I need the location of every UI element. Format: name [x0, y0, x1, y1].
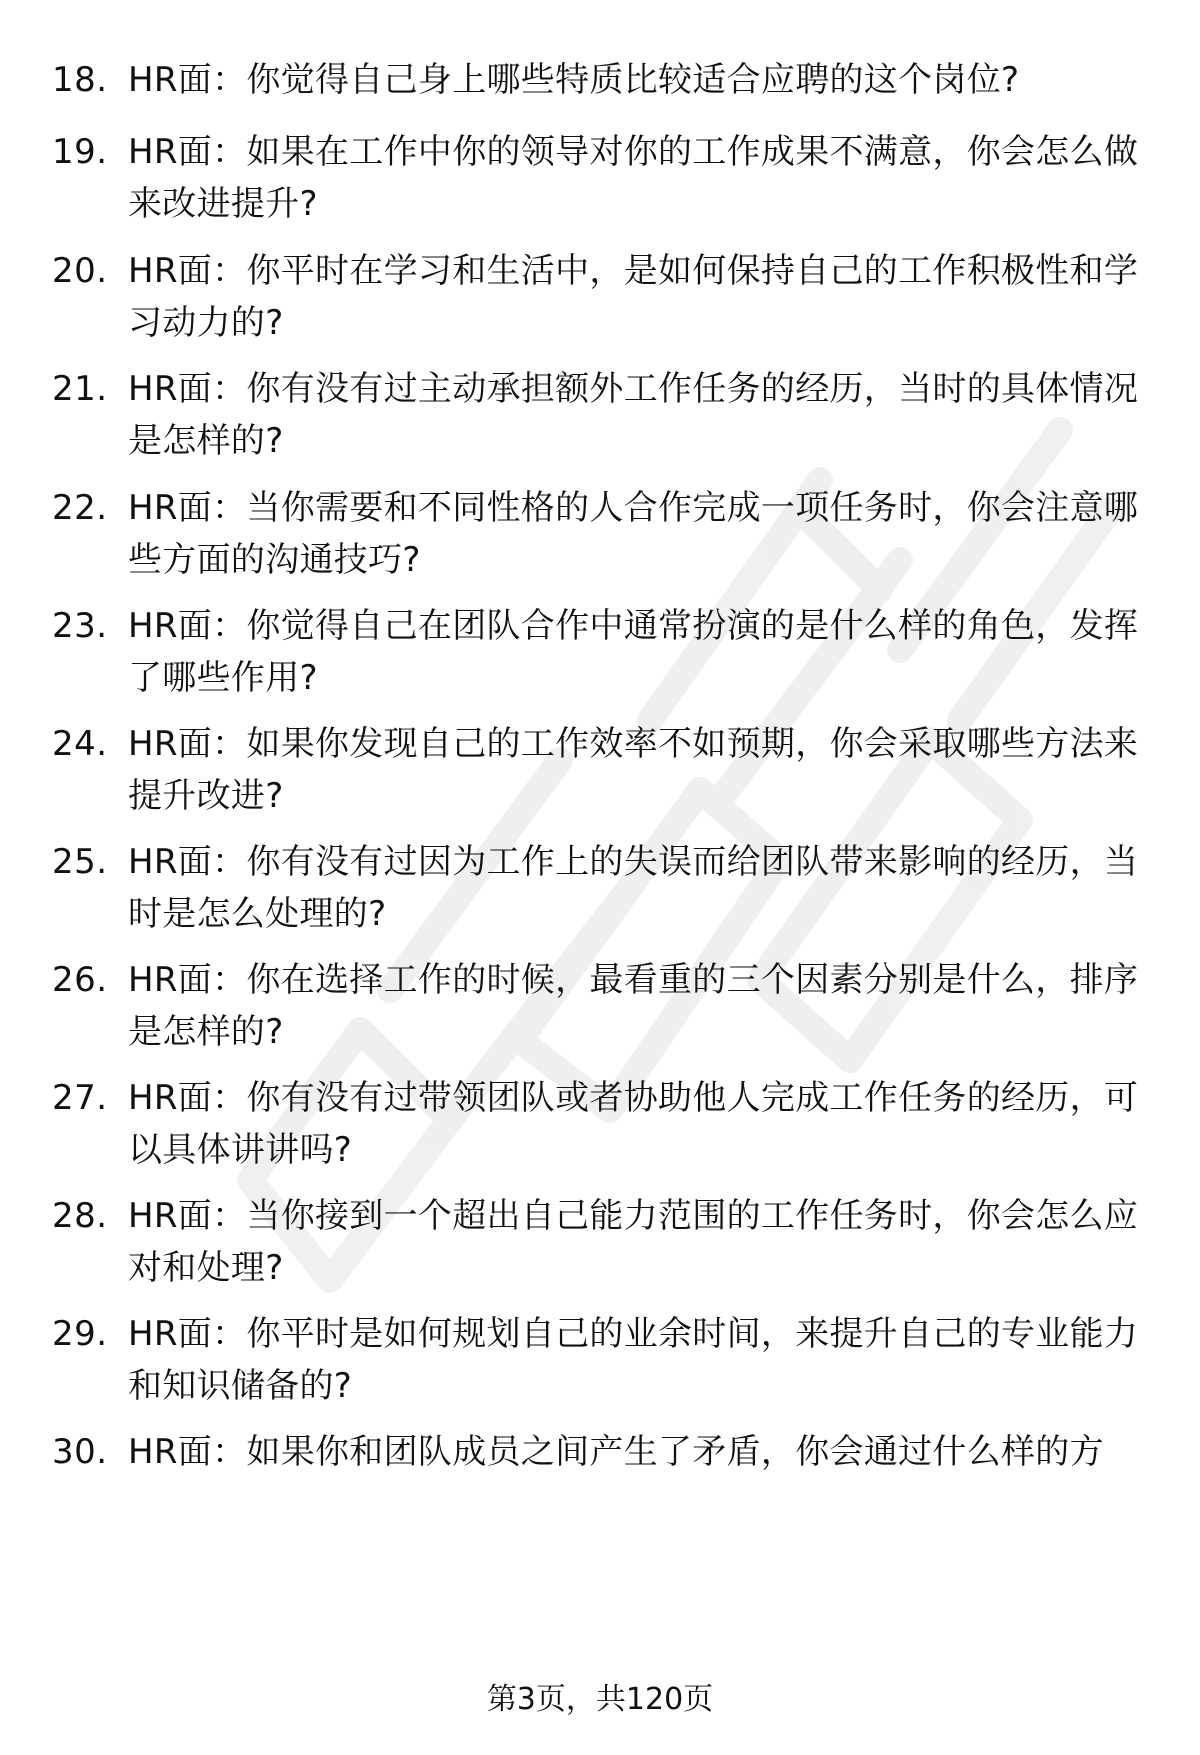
question-text: HR面：你在选择工作的时候，最看重的三个因素分别是什么，排序是怎样的?	[128, 960, 1139, 1052]
question-item	[52, 126, 1162, 230]
question-item	[52, 54, 1162, 106]
question-item	[52, 245, 1162, 349]
question-number: 29.	[52, 1314, 108, 1354]
question-number: 18.	[52, 60, 108, 100]
question-number: 26.	[52, 960, 108, 1000]
question-text: HR面：你平时在学习和生活中，是如何保持自己的工作积极性和学习动力的?	[128, 251, 1139, 343]
question-item	[52, 363, 1162, 467]
question-item	[52, 954, 1162, 1058]
question-item	[52, 1308, 1162, 1412]
question-text: HR面：你有没有过主动承担额外工作任务的经历，当时的具体情况是怎样的?	[128, 369, 1139, 461]
question-text: HR面：如果在工作中你的领导对你的工作成果不满意，你会怎么做来改进提升?	[128, 132, 1139, 224]
question-text: HR面：你平时是如何规划自己的业余时间，来提升自己的专业能力和知识储备的?	[128, 1314, 1139, 1406]
question-number: 23.	[52, 606, 108, 646]
question-number: 27.	[52, 1078, 108, 1118]
question-text: HR面：如果你和团队成员之间产生了矛盾，你会通过什么样的方	[128, 1432, 1104, 1472]
question-text: HR面：你有没有过带领团队或者协助他人完成工作任务的经历，可以具体讲讲吗?	[128, 1078, 1139, 1170]
question-number: 19.	[52, 132, 108, 172]
question-item	[52, 1426, 1162, 1478]
question-number: 20.	[52, 251, 108, 291]
question-text: HR面：你觉得自己身上哪些特质比较适合应聘的这个岗位?	[128, 60, 1020, 100]
question-number: 28.	[52, 1196, 108, 1236]
question-item	[52, 482, 1162, 586]
question-text: HR面：当你需要和不同性格的人合作完成一项任务时，你会注意哪些方面的沟通技巧?	[128, 488, 1139, 580]
question-number: 30.	[52, 1432, 108, 1472]
question-item	[52, 836, 1162, 940]
question-text: HR面：当你接到一个超出自己能力范围的工作任务时，你会怎么应对和处理?	[128, 1196, 1139, 1288]
question-number: 21.	[52, 369, 108, 409]
question-item	[52, 1190, 1162, 1294]
question-text: HR面：你觉得自己在团队合作中通常扮演的是什么样的角色，发挥了哪些作用?	[128, 606, 1139, 698]
question-text: HR面：如果你发现自己的工作效率不如预期，你会采取哪些方法来提升改进?	[128, 724, 1139, 816]
question-number: 25.	[52, 842, 108, 882]
page-number: 第3页，共120页	[486, 1682, 714, 1717]
question-item	[52, 600, 1162, 704]
question-item	[52, 1072, 1162, 1176]
question-number: 24.	[52, 724, 108, 764]
question-text: HR面：你有没有过因为工作上的失误而给团队带来影响的经历，当时是怎么处理的?	[128, 842, 1139, 934]
question-item	[52, 718, 1162, 822]
question-number: 22.	[52, 488, 108, 528]
